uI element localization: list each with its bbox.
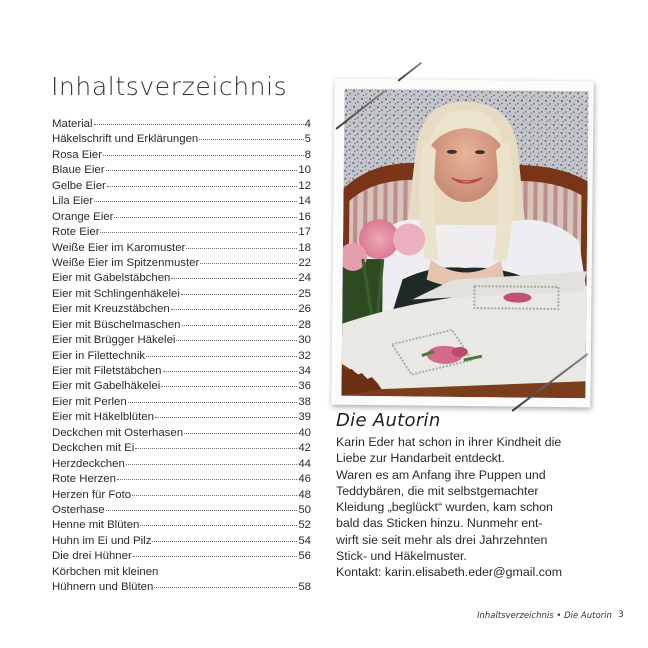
author-bio-line: Liebe zur Handarbeit entdeckt. [336, 451, 505, 466]
toc-leader-dots [135, 447, 297, 449]
author-bio-line: Stick- und Häkelmuster. [336, 549, 467, 564]
toc-leader-dots [184, 432, 297, 434]
toc-leader-dots [117, 478, 297, 480]
toc-leader-dots [171, 277, 297, 279]
toc-leader-dots [94, 123, 304, 125]
toc-entry-label: Blaue Eier [52, 164, 105, 177]
toc-entry-label: Eier mit Häkelblüten [52, 411, 154, 424]
toc-entry [52, 132, 311, 147]
toc-entry-page: 42 [298, 442, 311, 455]
toc-leader-dots [106, 169, 298, 171]
toc-leader-dots [106, 509, 298, 511]
toc-entry [52, 318, 311, 333]
toc-entry-page: 18 [298, 241, 311, 254]
toc-entry [52, 163, 311, 178]
toc-entry-page: 30 [298, 334, 311, 347]
toc-entry [52, 271, 311, 286]
toc-entry-label: Orange Eier [52, 210, 114, 223]
toc-entry-label: Eier mit Gabelhäkelei [52, 380, 161, 393]
toc-entry-label: Weiße Eier im Spitzenmuster [52, 256, 200, 269]
toc-leader-dots [132, 494, 297, 496]
toc-entry-page: 40 [298, 426, 311, 439]
toc-entry-label: Deckchen mit Ei [52, 442, 135, 455]
toc-entry [52, 472, 311, 487]
author-bio [336, 434, 606, 581]
author-bio-line: bald das Sticken hinzu. Nunmehr ent- [336, 516, 543, 531]
toc-entry-label: Eier mit Büschelmaschen [52, 318, 181, 331]
toc-entry-label: Rote Eier [52, 226, 100, 239]
author-bio-line: Karin Eder hat schon in ihrer Kindheit die [336, 435, 562, 449]
toc-entry [52, 241, 311, 256]
toc-entry-label: Eier mit Filetstäbchen [52, 365, 162, 377]
toc-entry-page: 34 [298, 365, 311, 377]
toc-leader-dots [182, 324, 298, 326]
toc-entry-page: 12 [298, 179, 311, 192]
author-photo [341, 89, 588, 399]
toc-leader-dots [140, 524, 297, 526]
toc-entry-label: Osterhase [52, 503, 105, 516]
toc-entry-label: Lila Eier [52, 195, 94, 208]
toc-entry-label: Eier mit Kreuzstäbchen [52, 303, 170, 316]
toc-entry-label: Die drei Hühner [52, 550, 132, 563]
toc-entry-page: 16 [298, 210, 311, 223]
toc-entry-label: Eier in Filettechnik [52, 349, 146, 362]
toc-entry-label: Häkelschrift und Erklärungen [52, 133, 199, 146]
toc-entry-label: Rosa Eier [52, 148, 103, 161]
toc-entry-label: Eier mit Brügger Häkelei [52, 334, 176, 347]
toc-entry-page: 56 [298, 550, 311, 563]
toc-leader-dots [186, 247, 297, 249]
author-bio-line: Kleidung „beglückt“ wurden, kam schon [336, 500, 553, 515]
toc-entry [52, 210, 311, 225]
toc-entry-page: 58 [298, 581, 311, 594]
toc-entry-page: 44 [298, 457, 311, 470]
toc-leader-dots [199, 138, 303, 140]
toc-entry [52, 549, 311, 564]
toc-leader-dots [126, 463, 298, 465]
toc-entry-page: 10 [298, 164, 311, 177]
toc-entry [52, 148, 311, 163]
toc-entry-label: Hühnern und Blüten [52, 581, 154, 594]
toc-entry-page: 46 [298, 473, 311, 486]
toc-entry [52, 426, 311, 441]
toc-leader-dots [128, 401, 298, 403]
toc-entry-page: 25 [298, 287, 311, 300]
toc-entry [52, 287, 311, 302]
toc-leader-dots [100, 231, 297, 233]
toc-entry [52, 117, 311, 132]
toc-entry-label: Material [52, 118, 93, 130]
toc-entry-page: 36 [298, 380, 311, 393]
toc-entry-label: Körbchen mit kleinen [52, 565, 159, 578]
toc-leader-dots [107, 185, 298, 187]
toc-entry [52, 225, 311, 240]
toc-leader-dots [154, 586, 297, 588]
toc-entry-label: Eier mit Gabelstäbchen [52, 272, 171, 285]
author-bio-line: Teddybären, die mit selbstgemachter [336, 483, 539, 498]
toc-entry-page: 28 [298, 318, 311, 331]
toc-entry [52, 256, 311, 271]
toc-entry-page: 4 [304, 118, 311, 130]
author-photo-frame [331, 79, 593, 408]
toc-leader-dots [94, 200, 297, 202]
toc-entry [52, 503, 311, 518]
toc-entry [52, 410, 311, 425]
toc-leader-dots [200, 262, 297, 264]
toc-entry-label: Herzen für Foto [52, 488, 132, 501]
author-bio-line: Waren es am Anfang ihre Puppen und [336, 467, 546, 482]
toc-entry [52, 194, 311, 209]
toc-entry-page: 54 [298, 534, 311, 547]
toc-leader-dots [152, 540, 297, 542]
toc-leader-dots [114, 216, 297, 218]
toc-leader-dots [103, 154, 304, 156]
toc-entry [52, 457, 311, 472]
toc-entry-label: Deckchen mit Osterhasen [52, 426, 184, 439]
author-bio-line: wirft sie seit mehr als drei Jahrzehnten [336, 532, 548, 547]
toc-entry [52, 565, 311, 580]
toc-entry [52, 441, 311, 456]
toc-entry-page: 39 [298, 411, 311, 424]
toc-entry [52, 364, 311, 379]
toc-leader-dots [181, 293, 297, 295]
toc-leader-dots [155, 416, 297, 418]
toc-entry [52, 379, 311, 394]
toc-entry [52, 333, 311, 348]
page-number: 3 [618, 610, 624, 620]
toc-leader-dots [176, 339, 297, 341]
toc-leader-dots [171, 308, 298, 310]
toc-entry-page: 8 [304, 148, 311, 161]
toc-entry-label: Henne mit Blüten [52, 519, 140, 532]
toc-entry [52, 179, 311, 194]
toc-entry [52, 349, 311, 364]
toc-entry-label: Huhn im Ei und Pilz [52, 534, 152, 547]
toc-entry-label: Gelbe Eier [52, 179, 106, 192]
toc-entry-label: Herzdeckchen [52, 457, 125, 470]
toc-entry [52, 395, 311, 410]
toc-leader-dots [133, 555, 298, 557]
toc-entry-page: 14 [298, 195, 311, 208]
toc-entry [52, 580, 311, 595]
toc-entry [52, 302, 311, 317]
toc-entry-label: Rote Herzen [52, 473, 116, 486]
toc-entry-page: 17 [298, 226, 311, 239]
toc-entry-page: 52 [298, 519, 311, 532]
toc-entry-label: Weiße Eier im Karomuster [52, 241, 186, 254]
toc-title: Inhaltsverzeichnis [51, 72, 288, 101]
toc-entry-page: 50 [298, 503, 311, 516]
toc-entry-page: 26 [298, 303, 311, 316]
toc-leader-dots [161, 385, 297, 387]
toc-entry-page: 38 [298, 395, 311, 408]
toc-entry-page: 48 [298, 488, 311, 501]
toc-entry-page: 32 [298, 349, 311, 362]
table-of-contents [52, 117, 311, 596]
toc-entry [52, 488, 311, 503]
toc-entry-label: Eier mit Perlen [52, 395, 127, 408]
author-heading: Die Autorin [336, 410, 441, 431]
toc-leader-dots [163, 370, 298, 372]
toc-entry-page: 24 [298, 272, 311, 285]
toc-entry-page: 5 [304, 133, 311, 146]
running-footer: Inhaltsverzeichnis • Die Autorin [477, 611, 612, 621]
toc-leader-dots [146, 355, 297, 357]
author-bio-line: Kontakt: karin.elisabeth.eder@gmail.com [336, 565, 563, 580]
toc-entry-page: 22 [298, 256, 311, 269]
toc-entry [52, 518, 311, 533]
toc-entry-label: Eier mit Schlingenhäkelei [52, 287, 180, 300]
toc-entry [52, 534, 311, 549]
